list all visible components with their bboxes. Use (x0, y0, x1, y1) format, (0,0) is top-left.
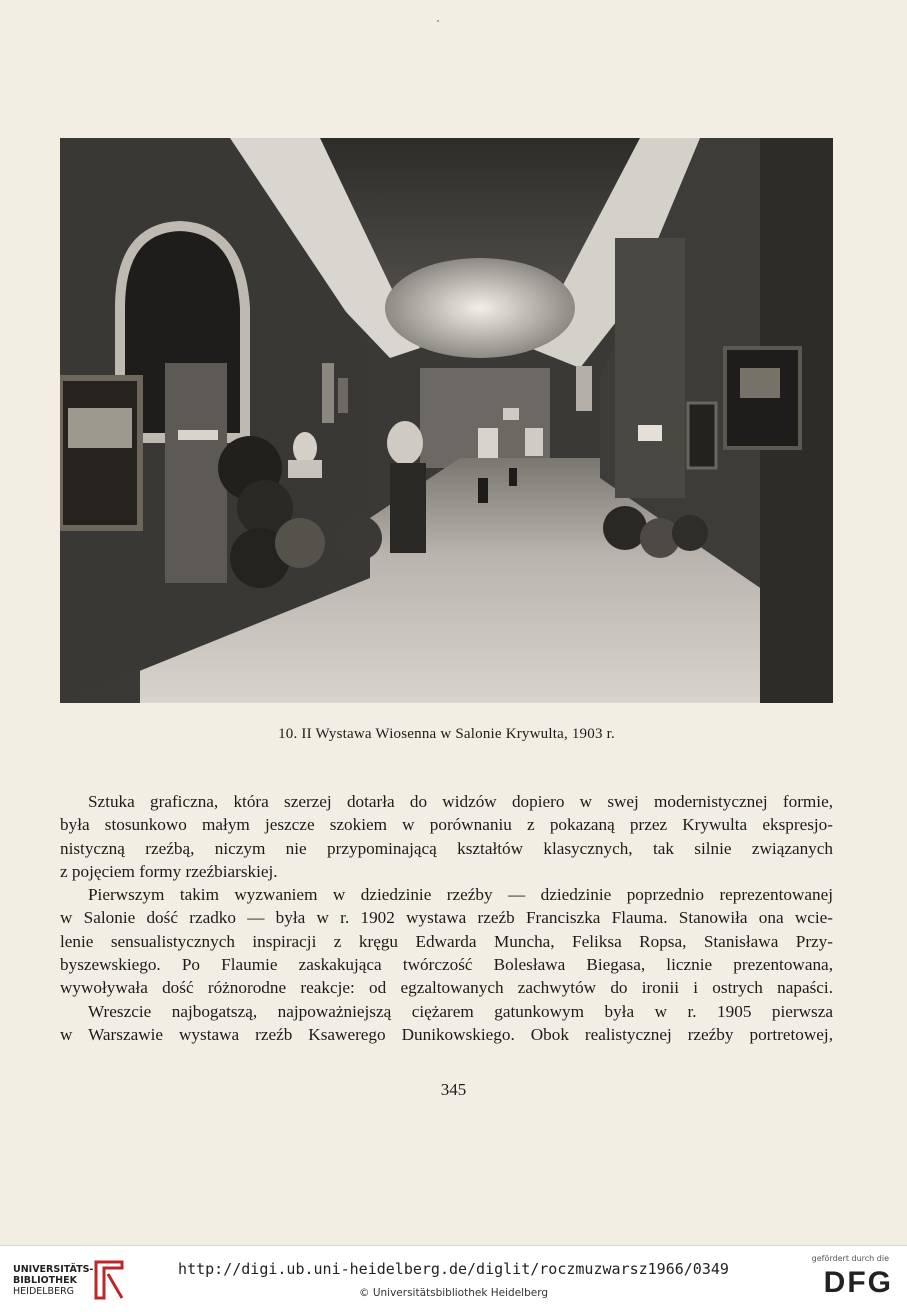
body-text (60, 790, 833, 1046)
text-line: nistyczną rzeźbą, niczym nie przypominającą kształtów klasycznych, tak silnie związanych (60, 838, 833, 858)
text-line: w Salonie dość rzadko — była w r. 1902 wystawa rzeźb Franciszka Flauma. Stanowiła ona wcie- (60, 908, 833, 928)
photo-caption: 10. II Wystawa Wiosenna w Salonie Krywulta, 1903 r. (278, 726, 615, 742)
permalink-url[interactable]: http://digi.ub.uni-heidelberg.de/diglit/roczmuzwarsz1966/0349 (178, 1260, 729, 1278)
library-logo-line: UNIVERSITÄTS- (13, 1264, 94, 1275)
library-logo-line: BIBLIOTHEK (13, 1275, 77, 1286)
library-logo-line: HEIDELBERG (13, 1286, 75, 1297)
text-line: Sztuka graficzna, która szerzej dotarła do widzów dopiero w swej modernistycznej formie, (88, 792, 833, 811)
text-line: w Warszawie wystawa rzeźb Ksawerego Dunikowskiego. Obok realistycznej rzeźby portretowej, (60, 1024, 833, 1044)
text-line: wywoływała dość różnorodne reakcje: od egzaltowanych zachwytów do ironii i ostrych napaści. (60, 978, 833, 998)
funding-label: gefördert durch die (811, 1254, 889, 1263)
text-line: z pojęciem formy rzeźbiarskiej. (60, 861, 278, 881)
text-line: była stosunkowo małym jeszcze szokiem w porównaniu z pokazaną przez Krywulta ekspresjo- (60, 815, 833, 835)
digitization-footer (0, 1245, 907, 1312)
paper-speck (437, 20, 439, 22)
page-number: 345 (440, 1080, 467, 1099)
exhibition-hall-photograph (60, 138, 833, 703)
dfg-logo[interactable]: DFG (823, 1266, 893, 1299)
text-line: lenie sensualistycznych inspiracji z kręgu Edwarda Muncha, Feliksa Ropsa, Stanisława Przy- (60, 931, 833, 951)
copyright-notice: © Universitätsbibliothek Heidelberg (358, 1287, 548, 1299)
text-line: Pierwszym takim wyzwaniem w dziedzinie rzeźby — dziedzinie poprzednio reprezentowanej (88, 885, 833, 905)
text-line: Wreszcie najbogatszą, najpoważniejszą ciężarem gatunkowym była w r. 1905 pierwsza (88, 1001, 833, 1021)
text-line: byszewskiego. Po Flaumie zaskakująca twórczość Bolesława Biegasa, licznie prezentowana, (60, 955, 833, 975)
